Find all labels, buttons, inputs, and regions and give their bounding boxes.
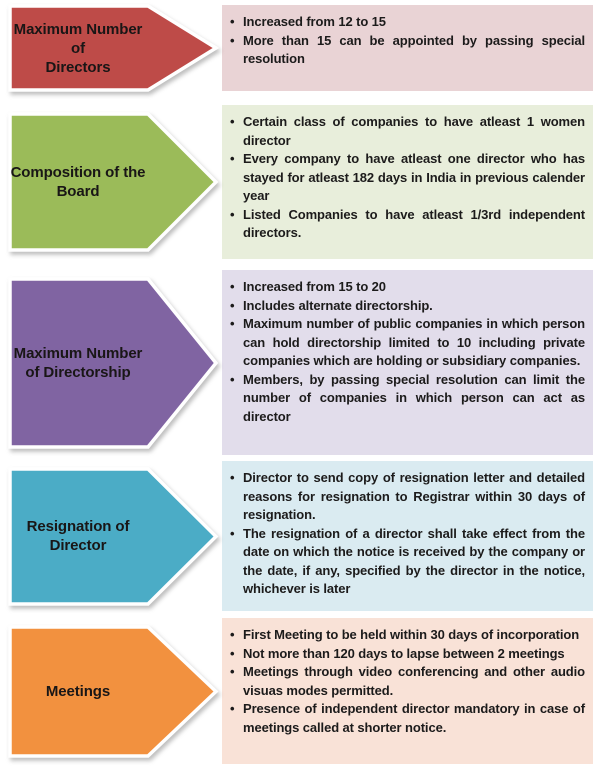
pentagon-arrow-icon	[8, 277, 222, 449]
bullet-text: Members, by passing special resolution can limit the number of companies in which person can act as director	[243, 371, 585, 424]
bullet-box-meetings	[222, 618, 593, 764]
arrow-label: Maximum Number of Directors	[13, 20, 143, 76]
bullet-marker-icon: •	[230, 627, 235, 642]
bullet-marker-icon: •	[230, 645, 235, 661]
arrow-meetings	[0, 625, 222, 758]
list-item	[230, 150, 585, 206]
row-composition-of-the-board	[0, 105, 593, 259]
bullet-marker-icon: •	[230, 371, 235, 387]
pentagon-arrow-icon	[8, 625, 222, 758]
bullet-text: Increased from 15 to 20	[243, 279, 386, 294]
bullet-marker-icon: •	[230, 114, 235, 129]
row-meetings	[0, 618, 593, 764]
arrow-composition-of-the-board	[0, 112, 222, 252]
bullet-marker-icon: •	[230, 316, 235, 331]
bullet-text: Maximum number of public companies in which person can hold directorship limited to 10 including private companies which are holding or subsidiary companies.	[243, 316, 585, 368]
list-item	[230, 525, 585, 599]
row-maximum-number-of-directors	[0, 4, 593, 92]
arrow-label: Meetings	[45, 682, 111, 700]
arrow-label: Composition of the Board	[10, 164, 146, 200]
list-item	[230, 663, 585, 700]
bullet-marker-icon: •	[230, 151, 235, 166]
list-item	[230, 645, 585, 664]
pentagon-arrow-icon	[8, 4, 222, 92]
bullet-marker-icon: •	[230, 297, 235, 313]
arrow-resignation-of-director	[0, 467, 222, 606]
bullet-text: Includes alternate directorship.	[243, 297, 433, 313]
row-resignation-of-director	[0, 461, 593, 611]
list-item	[230, 371, 585, 427]
bullet-text: Every company to have atleast one director who has stayed for atleast 182 days in India in previous calender year	[243, 151, 585, 203]
list-item	[230, 13, 585, 32]
bullet-text: Listed Companies to have atleast 1/3rd independent directors.	[243, 206, 585, 240]
bullet-box-resignation-of-director	[222, 461, 593, 611]
bullet-box-composition-of-the-board	[222, 105, 593, 259]
list-item	[230, 113, 585, 150]
arrow-label: Maximum Number of Directorship	[13, 344, 143, 381]
list-item	[230, 32, 585, 69]
bullet-marker-icon: •	[230, 14, 235, 29]
pentagon-arrow-icon	[8, 467, 222, 606]
bullet-box-maximum-number-of-directorship	[222, 270, 593, 455]
bullet-text: Director to send copy of resignation letter and detailed reasons for resignation to Registrar within 30 days of resignation.	[243, 470, 585, 522]
bullet-text: Increased from 12 to 15	[243, 14, 386, 29]
list-item	[230, 626, 585, 645]
list-item	[230, 315, 585, 371]
bullet-marker-icon: •	[230, 664, 235, 679]
bullet-marker-icon: •	[230, 525, 235, 541]
bullet-marker-icon: •	[230, 32, 235, 48]
bullet-marker-icon: •	[230, 206, 235, 222]
bullet-text: Presence of independent director mandatory in case of meetings called at shorter notice.	[243, 701, 585, 735]
bullet-text: First Meeting to be held within 30 days of incorporation	[243, 627, 580, 642]
list-item	[230, 278, 585, 297]
bullet-text: Certain class of companies to have atleast 1 women director	[243, 114, 585, 148]
bullet-text: Not more than 120 days to lapse between 2 meetings	[243, 645, 565, 661]
pentagon-arrow-icon	[8, 112, 222, 252]
bullet-marker-icon: •	[230, 470, 235, 485]
bullet-marker-icon: •	[230, 701, 235, 716]
list-item	[230, 700, 585, 737]
list-item	[230, 206, 585, 243]
arrow-maximum-number-of-directors	[0, 4, 222, 92]
arrow-label: Resignation of Director	[26, 518, 130, 554]
row-maximum-number-of-directorship	[0, 270, 593, 455]
list-item	[230, 469, 585, 525]
bullet-text: More than 15 can be appointed by passing special resolution	[243, 32, 585, 66]
bullet-text: The resignation of a director shall take effect from the date on which the notice is received by the company or the date, if any, specified by the director in the notice, whichever is later	[243, 525, 585, 596]
bullet-text: Meetings through video conferencing and other audio visuas modes permitted.	[243, 664, 585, 698]
arrow-maximum-number-of-directorship	[0, 277, 222, 449]
bullet-box-maximum-number-of-directors	[222, 5, 593, 91]
list-item	[230, 297, 585, 316]
bullet-marker-icon: •	[230, 279, 235, 294]
